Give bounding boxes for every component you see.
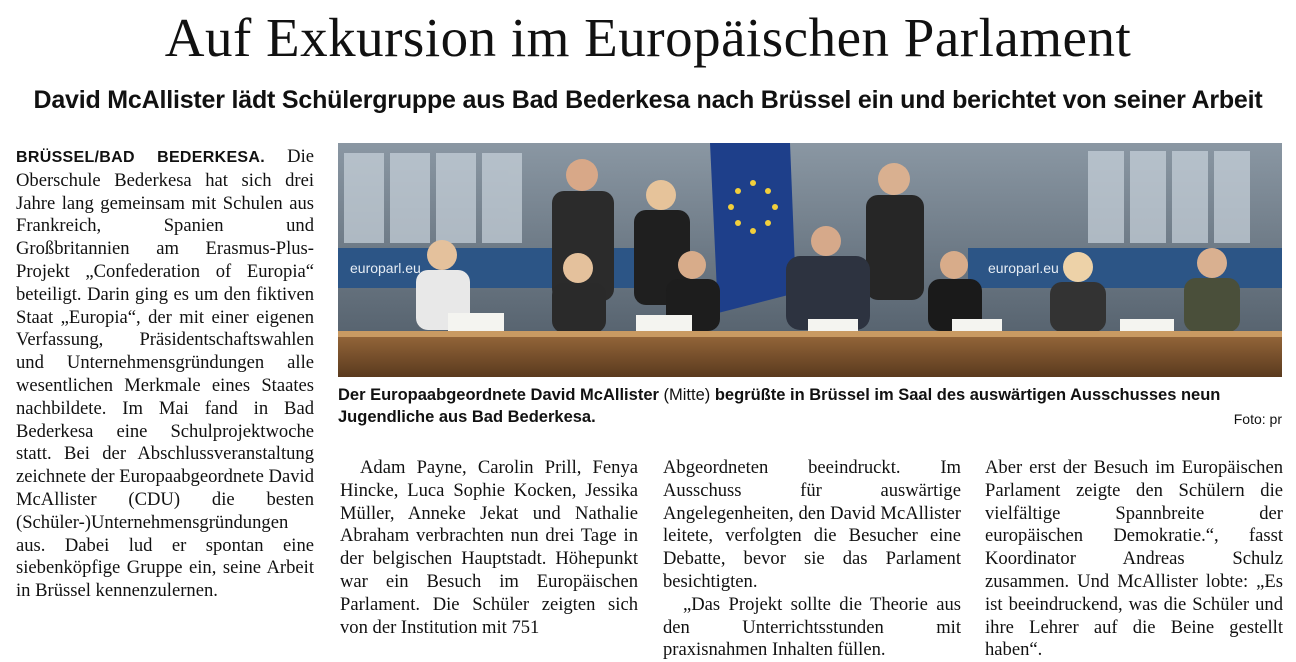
- caption-regular: (Mitte): [658, 386, 715, 404]
- eu-flag-icon: [710, 143, 796, 313]
- article-column-1: [16, 146, 314, 603]
- article-column-4: [985, 457, 1283, 662]
- photo-illustration: [338, 143, 1282, 377]
- article-column-2: [340, 457, 638, 639]
- photo-credit: Foto: pr: [1233, 411, 1282, 427]
- column-2-text: Adam Payne, Carolin Prill, Fenya Hincke, Luca Sophie Kocken, Jessika Müller, Anneke Jekat und Nathalie Abraham verbrachten nun drei Tage in der belgischen Hauptstadt. Höhepunkt war ein Besuch im Europäischen Parlament. Die Schüler zeigten sich von der Institution mit 751: [340, 457, 638, 638]
- photo-caption: [338, 384, 1282, 428]
- wall-text-left: europarl.eu: [350, 260, 421, 276]
- column-1-text: Die Oberschule Bederkesa hat sich drei Jahre lang gemeinsam mit Schulen aus Frankreich, Spanien und Großbritannien am Erasmus-Plus-Projekt „Confederation of Europia“ beteiligt. Darin ging es um den fiktiven Staat „Europia“, der mit einer eigenen Verfassung, Präsidentschaftswahlen und Unternehmensgründungen alle wesentlichen Merkmale eines Staates nachbildete. Im Mai fand in Bad Bederkesa eine Schulprojektwoche statt. Bei der Abschlussveranstaltung zeichnete der Europaabgeordnete David McAllister (CDU) die besten (Schüler-)Unternehmensgründungen aus. Dabei lud er spontan eine siebenköpfige Gruppe ein, seine Arbeit in Brüssel kennenzulernen.: [16, 146, 315, 602]
- caption-bold-1: Der Europaabgeordnete David McAllister: [338, 386, 659, 404]
- article-subheadline: David McAllister lädt Schülergruppe aus Bad Bederkesa nach Brüssel ein und berichtet von seiner Arbeit: [33, 86, 1263, 114]
- wall-text-right: europarl.eu: [988, 260, 1059, 276]
- article-headline: Auf Exkursion im Europäischen Parlament: [164, 7, 1132, 68]
- caption-bold-2: begrüßte in Brüssel im Saal des auswärtigen Ausschusses neun Jugendliche aus Bad Bederkesa.: [338, 386, 1221, 426]
- article-column-3: [663, 457, 961, 662]
- news-photo: [338, 143, 1282, 377]
- column-3-paragraph-1: Abgeordneten beeindruckt. Im Ausschuss für auswärtige Angelegenheiten, den David McAllister leitete, verfolgten die Besucher eine Debatte, bevor sie das Parlament besichtigten.: [663, 457, 961, 592]
- column-4-text: Aber erst der Besuch im Europäischen Parlament zeigte den Schülern die vielfältige Spannbreite der europäischen Demokratie.“, fasst Koordinator Andreas Schulz zusammen. Und McAllister lobte: „Es ist beeindruckend, was die Schüler und ihre Lehrer auf die Beine gestellt haben“.: [985, 457, 1283, 661]
- article-paragraph: [16, 146, 314, 603]
- dateline: BRÜSSEL/BAD BEDERKESA.: [16, 149, 266, 166]
- column-3-paragraph-2: „Das Projekt sollte die Theorie aus den Unterrichtsstunden mit praxisnahmen Inhalten füllen.: [663, 593, 961, 661]
